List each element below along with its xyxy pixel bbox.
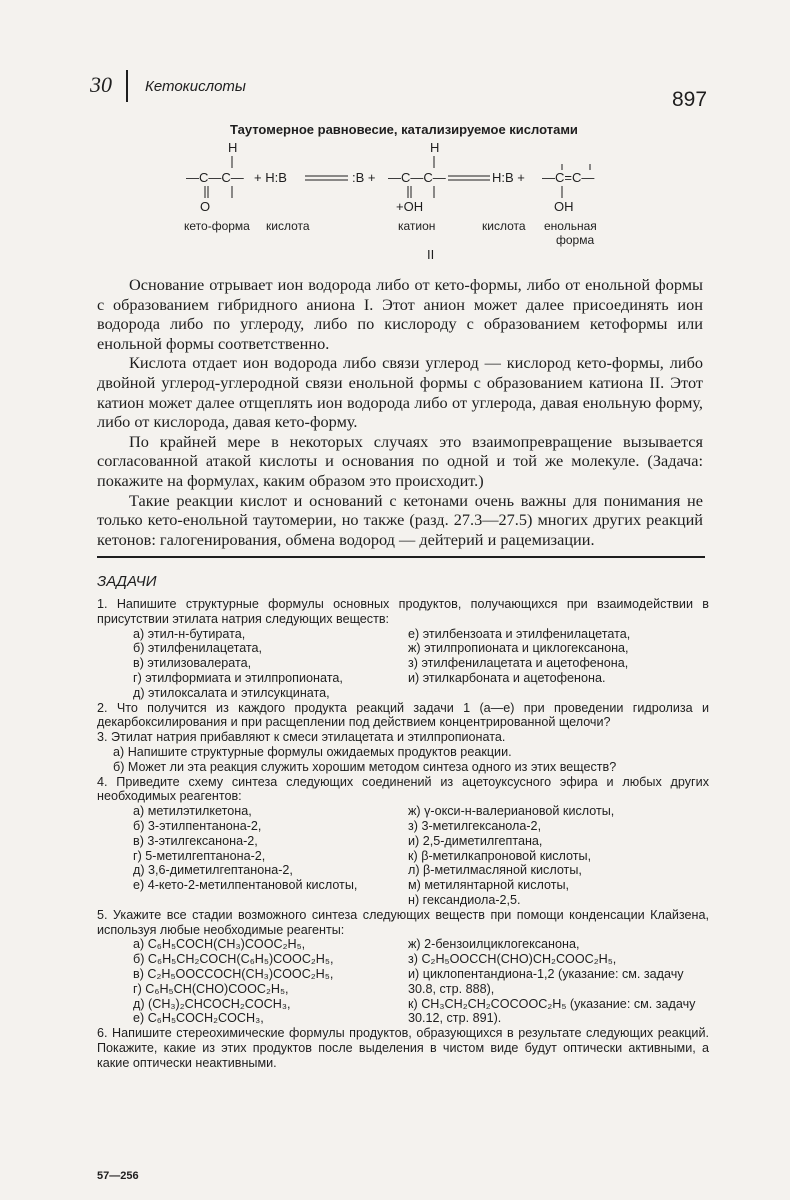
list-item: г) этилформиата и этилпропионата, xyxy=(133,670,343,685)
label-form: форма xyxy=(556,233,595,247)
list-item: к) β-метилкапроновой кислоты, xyxy=(408,848,592,863)
list-item: в) C₂H₅OOCCOCH(CH₃)COOC₂H₅, xyxy=(133,966,334,981)
list-item: и) этилкарбоната и ацетофенона. xyxy=(408,670,606,685)
list-item: д) этилоксалата и этилсукцината, xyxy=(133,685,330,700)
label-keto-form: кето-форма xyxy=(184,219,250,233)
task-4: 4. Приведите схему синтеза следующих соединений из ацетоуксусного эфира и любых других необходимых реагентов: xyxy=(97,774,709,804)
hydrogen-label: H xyxy=(228,140,238,155)
task-4-options xyxy=(97,804,709,908)
protonated-oxygen: +OH xyxy=(396,199,424,214)
task-5-options xyxy=(97,937,709,1026)
paragraph: Кислота отдает ион водорода либо связи углерод — кислород кето-формы, либо двойной углерод-углеродной связи енольной формы с образованием катиона II. Этот катион может далее отщеплять ион водорода либо от углерода, давая енольную форму, либо от кислорода, давая кето-форму. xyxy=(97,353,703,432)
label-enol: енольная xyxy=(544,219,597,233)
keto-carbons: —C—C— xyxy=(186,170,244,185)
tasks-heading: ЗАДАЧИ xyxy=(97,573,157,590)
paragraph: Основание отрывает ион водорода либо от кето-формы, либо от енольной формы с образованием гибридного аниона I. Этот анион может далее присоединять ион водорода либо по углероду, либо по кислороду с образованием кетоформы или енольной формы соответственно. xyxy=(97,275,703,353)
list-item: д) 3,6-диметилгептанона-2, xyxy=(133,863,293,878)
task-3a: а) Напишите структурные формулы ожидаемых продуктов реакции. xyxy=(113,744,512,759)
list-item: ж) γ-окси-н-валериановой кислоты, xyxy=(408,804,615,819)
acid-hb: H:B + xyxy=(492,170,525,185)
list-item: б) этилфенилацетата, xyxy=(133,641,263,656)
header-divider xyxy=(126,70,128,102)
task-1: 1. Напишите структурные формулы основных продуктов, получающихся при взаимодействии в присутствии этилата натрия следующих веществ: xyxy=(97,597,709,626)
list-item: е) 4-кето-2-метилпентановой кислоты, xyxy=(133,878,358,893)
base-hb: + H:B xyxy=(254,170,287,185)
page-number: 897 xyxy=(672,88,708,111)
list-item: и) 2,5-диметилгептана, xyxy=(408,833,543,848)
list-item: е) C₆H₅COCH₂COCH₃, xyxy=(133,1011,264,1026)
scheme-title: Таутомерное равновесие, катализируемое кислотами xyxy=(230,122,578,137)
task-5: 5. Укажите все стадии возможного синтеза следующих веществ при помощи конденсации Клайзена, используя любые необходимые реагенты: xyxy=(97,907,709,937)
list-item: з) этилфенилацетата и ацетофенона, xyxy=(408,656,629,671)
list-item: н) гександиола-2,5. xyxy=(408,892,521,907)
cation-carbons: —C—C— xyxy=(388,170,446,185)
tautomerism-scheme xyxy=(180,138,630,268)
list-item: б) C₆H₅CH₂COCH(C₆H₅)COOC₂H₅, xyxy=(133,952,334,967)
list-item: а) метилэтилкетона, xyxy=(133,804,252,819)
cation-numeral: II xyxy=(427,247,435,262)
list-item: ж) этилпропионата и циклогексанона, xyxy=(408,641,629,656)
task-3b: б) Может ли эта реакция служить хорошим методом синтеза одного из этих веществ? xyxy=(113,759,617,774)
list-item: в) 3-этилгексанона-2, xyxy=(133,833,258,848)
label-cation: катион xyxy=(398,219,436,233)
list-item: д) (CH₃)₂CHCOCH₂COCH₃, xyxy=(133,996,291,1011)
list-item: г) 5-метилгептанона-2, xyxy=(133,848,266,863)
hydroxyl-label: OH xyxy=(554,199,574,214)
list-item: а) этил-н-бутирата, xyxy=(133,626,246,641)
list-item: и) циклопентандиона-1,2 (указание: см. задачу 30.8, стр. 888), xyxy=(408,966,684,996)
signature-mark: 57—256 xyxy=(97,1170,139,1182)
list-item: г) C₆H₅CH(CHO)COOC₂H₅, xyxy=(133,981,289,996)
label-acid: кислота xyxy=(482,219,526,233)
task-2: 2. Что получится из каждого продукта реакций задачи 1 (а—е) при проведении гидролиза и декарбоксилирования и при расщеплении под действием концентрированной щелочи? xyxy=(97,700,709,730)
oxygen-label: O xyxy=(200,199,211,214)
paragraph: Такие реакции кислот и оснований с кетонами очень важны для понимания не только кето-енольной таутомерии, но также (разд. 27.3—27.5) многих других реакций кетонов: галогенирования, обмена водород — дейтерий и рацемизации. xyxy=(97,490,703,549)
list-item: з) 3-метилгексанола-2, xyxy=(408,818,542,833)
hydrogen-label: H xyxy=(430,140,440,155)
body-text xyxy=(97,275,703,549)
task-3: 3. Этилат натрия прибавляют к смеси этилацетата и этилпропионата. xyxy=(97,730,506,745)
list-item: ж) 2-бензоилциклогексанона, xyxy=(408,937,580,952)
base-b: :B + xyxy=(352,170,376,185)
section-divider xyxy=(97,556,705,558)
task-6: 6. Напишите стереохимические формулы продуктов, образующихся в результате следующих реакций. Покажите, какие из этих продуктов после выделения в чистом виде будут оптически активными, а какие оптически неактивными. xyxy=(97,1026,709,1070)
chapter-number: 30 xyxy=(90,72,112,97)
paragraph: По крайней мере в некоторых случаях это взаимопревращение вызывается согласованной атакой кислоты и основания по одной и той же молекуле. (Задача: покажите на формулах, каким образом это происходит.) xyxy=(97,431,703,490)
list-item: е) этилбензоата и этилфенилацетата, xyxy=(408,626,631,641)
chapter-title: Кетокислоты xyxy=(145,78,246,95)
list-item: б) 3-этилпентанона-2, xyxy=(133,818,262,833)
label-acid: кислота xyxy=(266,219,310,233)
task-1-options xyxy=(97,627,709,701)
list-item: м) метилянтарной кислоты, xyxy=(408,878,570,893)
list-item: а) C₆H₅COCH(CH₃)COOC₂H₅, xyxy=(133,937,306,952)
tasks-list xyxy=(97,597,709,1071)
list-item: з) C₂H₅OOCCH(CHO)CH₂COOC₂H₅, xyxy=(408,952,617,967)
list-item: л) β-метилмасляной кислоты, xyxy=(408,863,582,878)
enol-carbons: —C=C— xyxy=(542,170,595,185)
list-item: в) этилизовалерата, xyxy=(133,656,252,671)
list-item: к) CH₃CH₂CH₂COCOOC₂H₅ (указание: см. задачу 30.12, стр. 891). xyxy=(408,996,696,1026)
